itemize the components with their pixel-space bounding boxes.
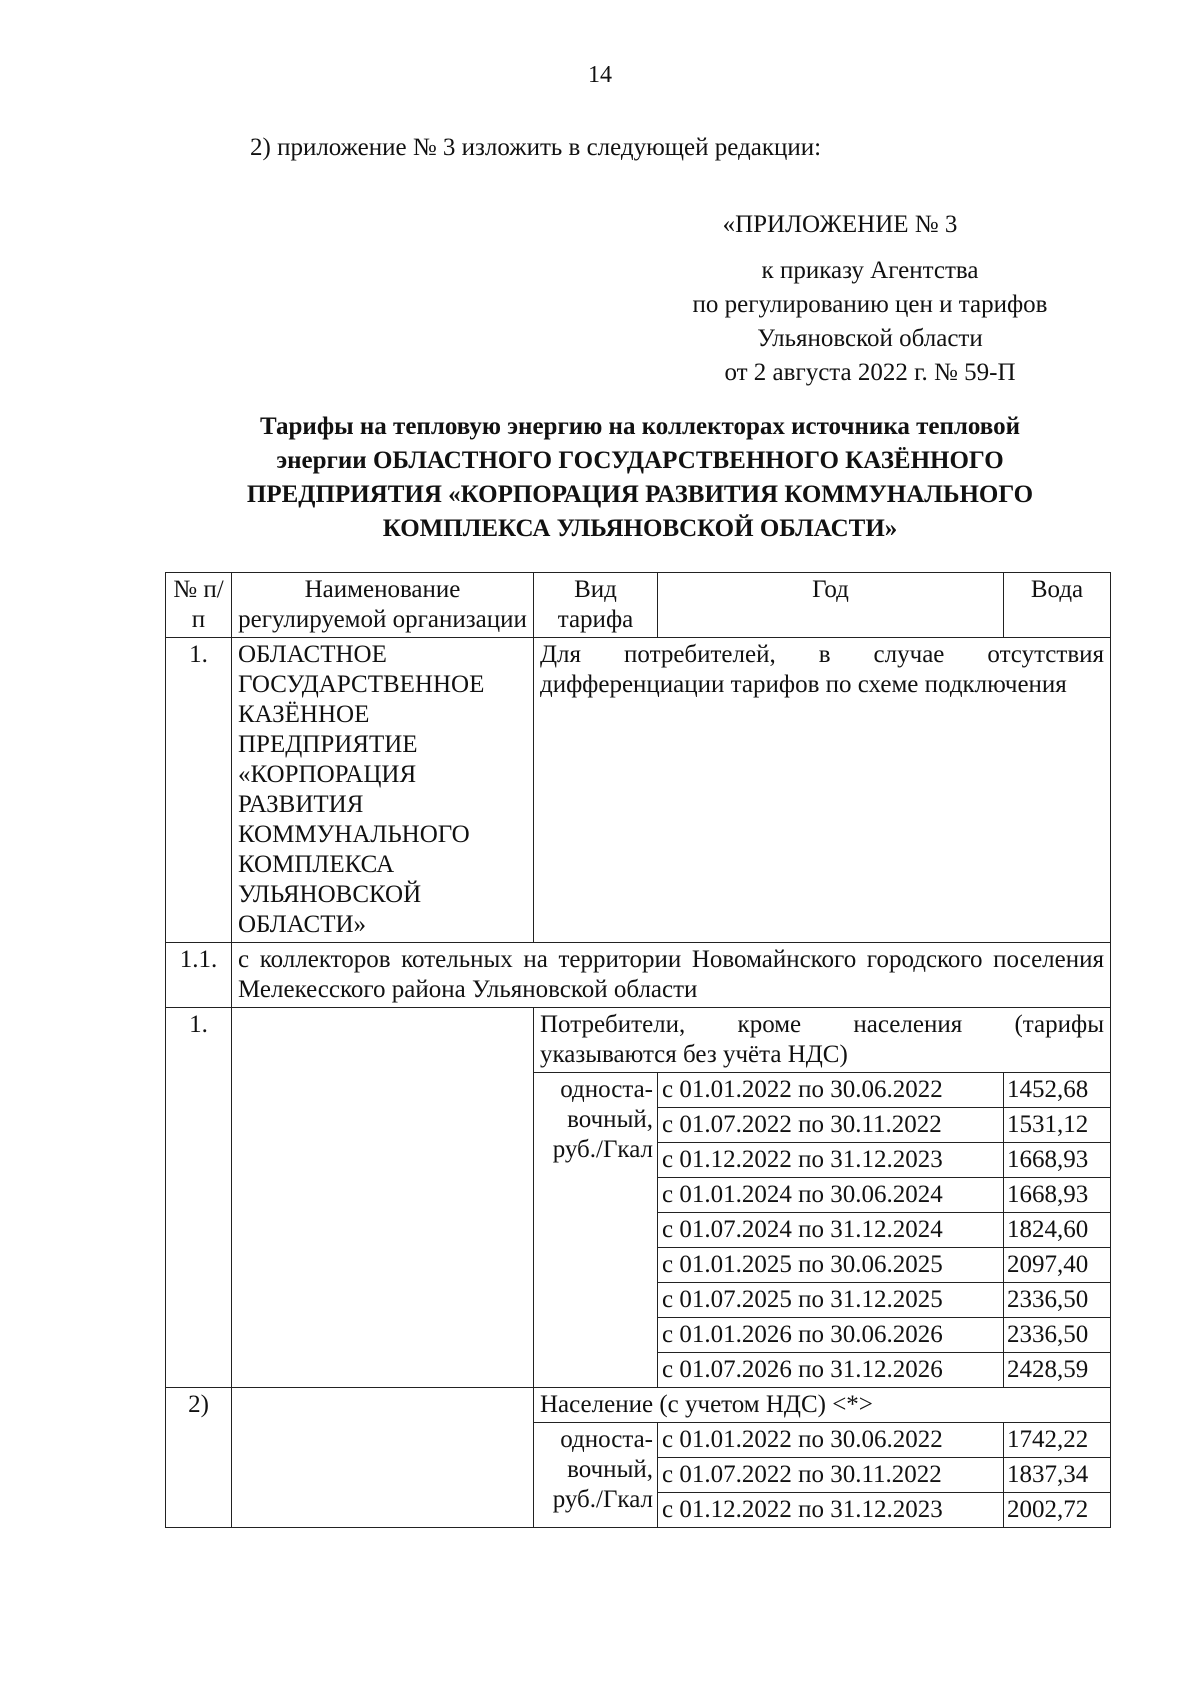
period-cell: с 01.07.2025 по 31.12.2025 <box>658 1283 1004 1318</box>
tariff-type-line: вочный, <box>567 1456 653 1483</box>
tariff-type-line: руб./Гкал <box>552 1136 653 1163</box>
row-num: 1. <box>166 1008 232 1388</box>
tariff-table <box>165 572 1111 1528</box>
org-name-line: КОМПЛЕКСА <box>238 851 395 878</box>
appendix-line: по регулированию цен и тарифов <box>692 291 1048 318</box>
page-number: 14 <box>588 62 612 88</box>
tariff-type-line: односта- <box>560 1426 653 1453</box>
value-cell: 1452,68 <box>1004 1073 1111 1108</box>
group-label: Потребители, кроме населения (тарифы указываются без учёта НДС) <box>534 1008 1111 1073</box>
period-cell: с 01.01.2022 по 30.06.2022 <box>658 1423 1004 1458</box>
header-water: Вода <box>1004 573 1111 638</box>
row-description: с коллекторов котельных на территории Новомайнского городского поселения Мелекесского района Ульяновской области <box>232 943 1111 1008</box>
title-line: Тарифы на тепловую энергию на коллекторах источника тепловой <box>259 413 1021 440</box>
value-cell: 1668,93 <box>1004 1143 1111 1178</box>
empty-org-cell <box>232 1388 534 1528</box>
header-name: Наименование регулируемой организации <box>232 573 534 638</box>
group-header-row <box>166 1008 1111 1073</box>
document-title <box>180 410 1100 546</box>
value-cell: 1531,12 <box>1004 1108 1111 1143</box>
value-cell: 2097,40 <box>1004 1248 1111 1283</box>
table-row <box>166 638 1111 943</box>
org-name-line: ОБЛАСТНОЕ <box>238 641 387 668</box>
period-cell: с 01.12.2022 по 31.12.2023 <box>658 1493 1004 1528</box>
period-cell: с 01.01.2022 по 30.06.2022 <box>658 1073 1004 1108</box>
org-name-line: ГОСУДАРСТВЕННОЕ <box>238 671 485 698</box>
appendix-block <box>660 208 1080 390</box>
org-name-line: «КОРПОРАЦИЯ <box>238 761 417 788</box>
tariff-type-line: вочный, <box>567 1106 653 1133</box>
empty-org-cell <box>232 1008 534 1388</box>
period-cell: с 01.07.2024 по 31.12.2024 <box>658 1213 1004 1248</box>
header-num: № п/п <box>166 573 232 638</box>
org-name-line: РАЗВИТИЯ <box>238 791 364 818</box>
period-cell: с 01.01.2026 по 30.06.2026 <box>658 1318 1004 1353</box>
group-header-row <box>166 1388 1111 1423</box>
org-name <box>232 638 534 943</box>
period-cell: с 01.07.2026 по 31.12.2026 <box>658 1353 1004 1388</box>
appendix-line: к приказу Агентства <box>761 257 979 284</box>
title-line: КОМПЛЕКСА УЛЬЯНОВСКОЙ ОБЛАСТИ» <box>382 515 898 542</box>
value-cell: 1668,93 <box>1004 1178 1111 1213</box>
row-num: 2) <box>166 1388 232 1528</box>
value-cell: 1824,60 <box>1004 1213 1111 1248</box>
tariff-type-line: руб./Гкал <box>552 1486 653 1513</box>
intro-text: 2) приложение № 3 изложить в следующей редакции: <box>250 134 822 161</box>
row-num: 1.1. <box>166 943 232 1008</box>
header-type: Вид тарифа <box>534 573 658 638</box>
title-line: энергии ОБЛАСТНОГО ГОСУДАРСТВЕННОГО КАЗЁННОГО <box>276 447 1004 474</box>
table-row <box>166 943 1111 1008</box>
value-cell: 1837,34 <box>1004 1458 1111 1493</box>
tariff-type-line: односта- <box>560 1076 653 1103</box>
row-description: Для потребителей, в случае отсутствия дифференциации тарифов по схеме подключения <box>534 638 1111 943</box>
org-name-line: УЛЬЯНОВСКОЙ <box>238 881 422 908</box>
org-name-line: ОБЛАСТИ» <box>238 911 367 938</box>
appendix-line: Ульяновской области <box>757 325 983 352</box>
value-cell: 2336,50 <box>1004 1283 1111 1318</box>
period-cell: с 01.01.2025 по 30.06.2025 <box>658 1248 1004 1283</box>
value-cell: 2428,59 <box>1004 1353 1111 1388</box>
value-cell: 1742,22 <box>1004 1423 1111 1458</box>
appendix-line: от 2 августа 2022 г. № 59-П <box>724 359 1016 386</box>
table-header-row <box>166 573 1111 638</box>
value-cell: 2336,50 <box>1004 1318 1111 1353</box>
org-name-line: КАЗЁННОЕ <box>238 701 370 728</box>
period-cell: с 01.07.2022 по 30.11.2022 <box>658 1458 1004 1493</box>
row-num: 1. <box>166 638 232 943</box>
period-cell: с 01.01.2024 по 30.06.2024 <box>658 1178 1004 1213</box>
value-cell: 2002,72 <box>1004 1493 1111 1528</box>
period-cell: с 01.12.2022 по 31.12.2023 <box>658 1143 1004 1178</box>
header-year: Год <box>658 573 1004 638</box>
group-label: Население (с учетом НДС) <*> <box>534 1388 1111 1423</box>
title-line: ПРЕДПРИЯТИЯ «КОРПОРАЦИЯ РАЗВИТИЯ КОММУНАЛЬНОГО <box>246 481 1034 508</box>
period-cell: с 01.07.2022 по 30.11.2022 <box>658 1108 1004 1143</box>
tariff-type <box>534 1423 658 1528</box>
org-name-line: КОММУНАЛЬНОГО <box>238 821 470 848</box>
appendix-heading: «ПРИЛОЖЕНИЕ № 3 <box>722 211 958 238</box>
tariff-type <box>534 1073 658 1388</box>
org-name-line: ПРЕДПРИЯТИЕ <box>238 731 418 758</box>
